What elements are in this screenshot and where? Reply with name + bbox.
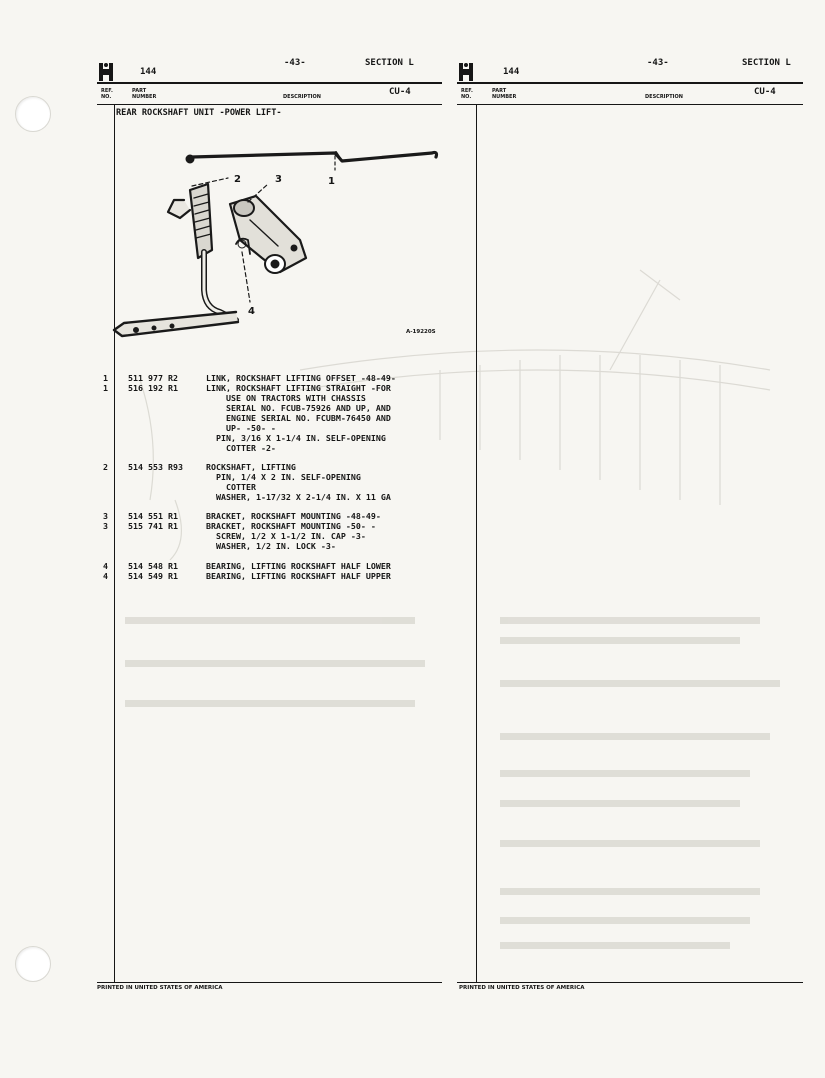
ref-number: 3 xyxy=(103,511,108,521)
part-description-line: UP- -50- - xyxy=(206,423,276,433)
rockshaft-illustration xyxy=(110,140,450,350)
cu-label-right: CU-4 xyxy=(754,87,776,97)
part-description-line: SCREW, 1/2 X 1-1/2 IN. CAP -3- xyxy=(206,531,366,541)
footer-imprint-left: PRINTED IN UNITED STATES OF AMERICA xyxy=(97,985,223,991)
header-code-right: 144 xyxy=(503,67,520,77)
part-label-left: PART NUMBER xyxy=(132,88,157,100)
ref-number: 1 xyxy=(103,383,108,393)
header-rule-left xyxy=(97,82,442,84)
callout-1: 1 xyxy=(328,176,335,187)
ref-label-right: REF. NO. xyxy=(461,88,473,100)
footer-rule-left xyxy=(97,982,442,983)
figure-id: A-19220S xyxy=(406,329,436,335)
ih-logo-icon xyxy=(99,63,113,81)
ref-number: 1 xyxy=(103,373,108,383)
callout-2: 2 xyxy=(234,174,241,185)
header-code-left: 144 xyxy=(140,67,157,77)
column-rule-right xyxy=(476,104,477,982)
footer-rule-right xyxy=(457,982,803,983)
header-bottom-rule-left xyxy=(97,104,442,105)
part-description: LINK, ROCKSHAFT LIFTING OFFSET -48-49- xyxy=(206,373,396,383)
ref-number: 3 xyxy=(103,521,108,531)
part-description-line: WASHER, 1-17/32 X 2-1/4 IN. X 11 GA xyxy=(206,492,391,502)
part-number: 511 977 R2 xyxy=(128,373,178,383)
part-number: 516 192 R1 xyxy=(128,383,178,393)
rockshaft-arm xyxy=(114,312,238,336)
ih-logo-icon xyxy=(459,63,473,81)
part-description: ROCKSHAFT, LIFTING xyxy=(206,462,296,472)
part-number: 514 549 R1 xyxy=(128,571,178,581)
ref-number: 4 xyxy=(103,561,108,571)
part-description-line: COTTER xyxy=(206,482,256,492)
part-number: 514 548 R1 xyxy=(128,561,178,571)
rockshaft-shaft xyxy=(204,252,236,320)
ref-number: 4 xyxy=(103,571,108,581)
part-description: PIN, 3/16 X 1-1/4 IN. SELF-OPENING xyxy=(206,433,386,443)
part-description: BEARING, LIFTING ROCKSHAFT HALF LOWER xyxy=(206,561,391,571)
desc-label-left: DESCRIPTION xyxy=(283,94,321,100)
part-description-line: PIN, 1/4 X 2 IN. SELF-OPENING xyxy=(206,472,361,482)
part-number: 514 553 R93 xyxy=(128,462,183,472)
rockshaft-lever-plate xyxy=(168,200,190,218)
lifting-link xyxy=(192,153,437,162)
header-page-right: -43- xyxy=(647,58,669,68)
header-section-left: SECTION L xyxy=(365,58,414,68)
part-description: LINK, ROCKSHAFT LIFTING STRAIGHT -FOR xyxy=(206,383,391,393)
part-description-line: COTTER -2- xyxy=(206,443,276,453)
part-number: 515 741 R1 xyxy=(128,521,178,531)
part-description: BEARING, LIFTING ROCKSHAFT HALF UPPER xyxy=(206,571,391,581)
callout-3: 3 xyxy=(275,174,282,185)
callout-4: 4 xyxy=(248,306,255,317)
part-description: BRACKET, ROCKSHAFT MOUNTING -48-49- xyxy=(206,511,381,521)
part-description: BRACKET, ROCKSHAFT MOUNTING -50- - xyxy=(206,521,376,531)
part-description-line: SERIAL NO. FCUB-75926 AND UP, AND xyxy=(206,403,391,413)
header-bottom-rule-right xyxy=(457,104,803,105)
group-title: REAR ROCKSHAFT UNIT -POWER LIFT- xyxy=(116,108,282,118)
ref-number: 2 xyxy=(103,462,108,472)
part-label-right: PART NUMBER xyxy=(492,88,517,100)
footer-imprint-right: PRINTED IN UNITED STATES OF AMERICA xyxy=(459,985,585,991)
part-description-line: USE ON TRACTORS WITH CHASSIS xyxy=(206,393,366,403)
header-page-left: -43- xyxy=(284,58,306,68)
header-rule-right xyxy=(457,82,803,84)
header-section-right: SECTION L xyxy=(742,58,791,68)
part-description-line: WASHER, 1/2 IN. LOCK -3- xyxy=(206,541,336,551)
ref-label-left: REF. NO. xyxy=(101,88,113,100)
part-description-line: ENGINE SERIAL NO. FCUBM-76450 AND xyxy=(206,413,391,423)
part-number: 514 551 R1 xyxy=(128,511,178,521)
cu-label-left: CU-4 xyxy=(389,87,411,97)
desc-label-right: DESCRIPTION xyxy=(645,94,683,100)
